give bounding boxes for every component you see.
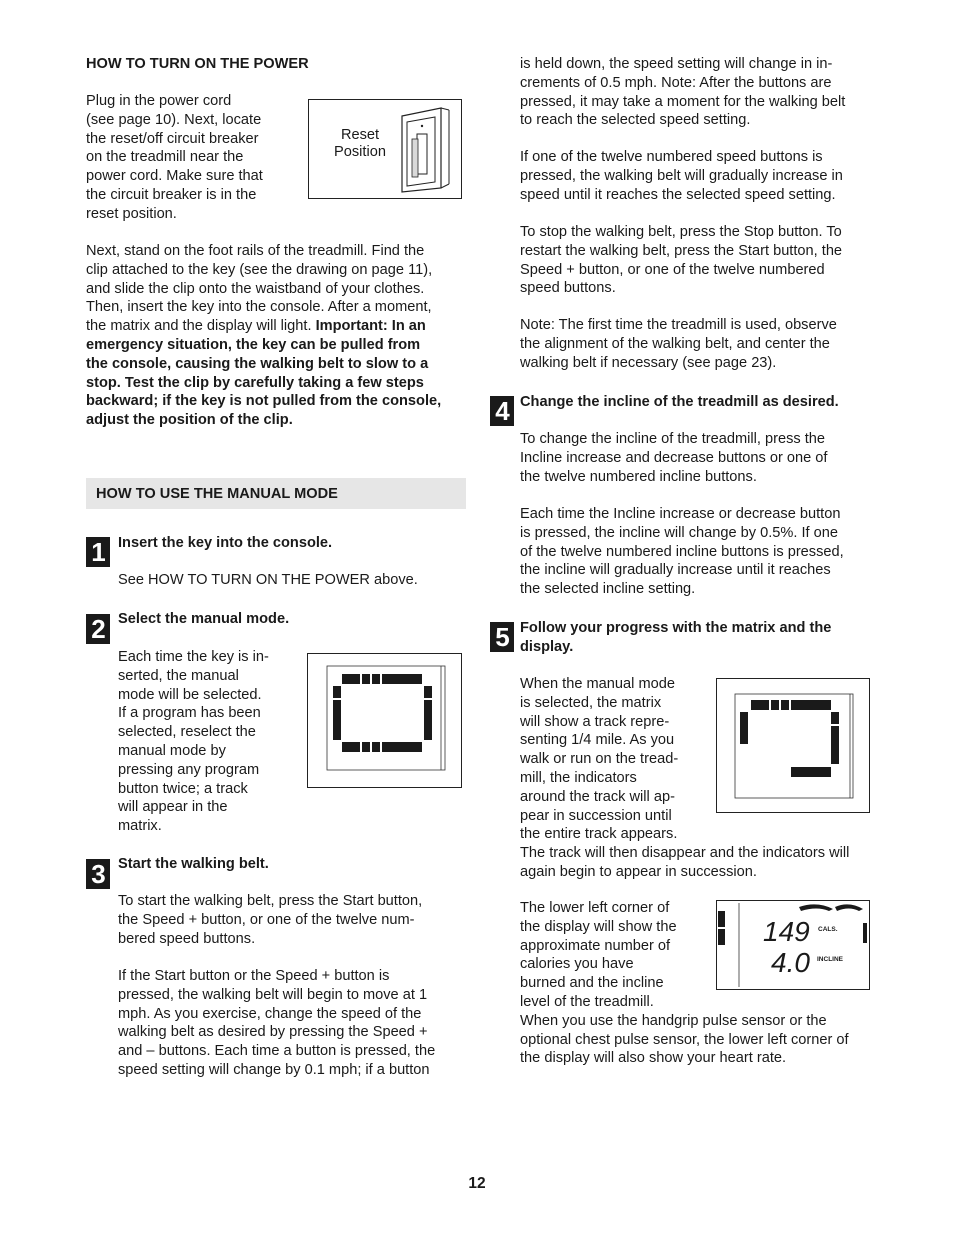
text-span: the matrix and the display will light. [86,318,316,335]
step-3-title: Start the walking belt. [118,856,269,872]
text-line: the display will also show your heart rate. [520,1050,787,1067]
text-line: Plug in the power cord [86,93,232,109]
text-line: emergency situation, the key can be pulled from [86,336,421,353]
speed-paragraph-1 [520,55,880,130]
text-line: the incline will gradually increase until it reaches [520,562,831,579]
page-number: 12 [468,1175,486,1192]
text-line: again begin to appear in succession. [520,863,757,880]
text-line: power cord. Make sure that [86,168,263,185]
text-line: is selected, the matrix [520,694,662,711]
text-line: mode will be selected. [118,686,262,703]
text-line: When the manual mode [520,676,675,692]
text-line: button twice; a track [118,780,248,797]
text-line: crements of 0.5 mph. Note: After the buttons are [520,74,832,91]
text-line: the twelve numbered incline buttons. [520,468,757,485]
text-line: approximate number of [520,937,671,954]
step-3-paragraph-2 [118,967,468,1080]
step-3-paragraph-1 [118,892,468,948]
text-line: walking belt if necessary (see page 23). [520,354,777,371]
text-line: optional chest pulse sensor, the lower left corner of [520,1031,849,1048]
text-line: Each time the key is in- [118,649,269,665]
stop-paragraph [520,223,880,298]
step-2-paragraph [118,648,298,836]
text-line: the reset/off circuit breaker [86,130,259,147]
matrix-track-full-figure [307,653,462,788]
text-line: the console, causing the walking belt to slow to a [86,355,429,372]
text-line: (see page 10). Next, locate [86,111,262,128]
reset-position-figure [308,99,462,199]
text-line: pressed, it may take a moment for the walking belt [520,93,846,110]
key-paragraph [86,242,471,430]
text-line: on the treadmill near the [86,149,244,166]
step-5-paragraph-1 [520,675,850,882]
text-line: of the twelve numbered incline buttons is pressed, [520,543,844,560]
text-line: speed until it reaches the selected speed setting. [520,186,836,203]
text-line: senting 1/4 mile. As you [520,732,675,749]
text-line: pressed, the walking belt will gradually increase in [520,167,843,184]
text-line: pressed, the walking belt will begin to move at 1 [118,986,428,1003]
text-line: the selected incline setting. [520,581,696,598]
position-label: Position [334,144,386,160]
incline-label: INCLINE [817,956,843,963]
step-4-number: 4 [490,396,514,426]
step-1-text: See HOW TO TURN ON THE POWER above. [118,572,418,588]
step-1-number: 1 [86,537,110,567]
text-line: serted, the manual [118,667,239,684]
speed-paragraph-2 [520,148,880,204]
text-line: burned and the incline [520,975,664,992]
step-4-title: Change the incline of the treadmill as desired. [520,394,839,410]
text-line: and – buttons. Each time a button is pressed, the [118,1043,436,1060]
text-line: pear in succession until [520,807,672,824]
step-5-title [520,619,880,657]
text-line: restart the walking belt, press the Start button, the [520,242,843,259]
text-line: the Speed + button, or one of the twelve num- [118,911,415,928]
text-line: Note: The first time the treadmill is used, observe [520,317,837,333]
text-line: matrix. [118,818,162,835]
text-line: bered speed buttons. [118,930,256,947]
power-paragraph [86,92,286,224]
step-4-paragraph-1 [520,430,880,486]
text-line: If the Start button or the Speed + button is [118,968,390,984]
text-line: is pressed, the incline will change by 0.5%. If one [520,524,838,541]
text-line: The track will then disappear and the indicators will [520,845,850,862]
text-line: the alignment of the walking belt, and center the [520,335,830,352]
calories-label: CALS. [818,926,838,933]
lcd-display-icon [717,901,869,989]
text-line: mph. As you exercise, change the speed of the [118,1005,422,1022]
text-line [86,317,471,336]
power-heading: HOW TO TURN ON THE POWER [86,56,309,72]
text-line: speed buttons. [520,280,616,297]
text-line: and slide the clip onto the waistband of your clothes. [86,280,425,297]
calories-value: 149 [763,916,810,947]
note-paragraph [520,316,880,372]
text-line: To stop the walking belt, press the Stop button. To [520,224,842,240]
text-line: the display will show the [520,918,677,935]
text-line: Then, insert the key into the console. After a moment, [86,299,432,316]
text-line: backward; if the key is not pulled from the console, [86,393,442,410]
step-5-number: 5 [490,622,514,652]
manual-mode-heading: HOW TO USE THE MANUAL MODE [96,486,338,502]
step-3-number: 3 [86,859,110,889]
important-label: Important: In an [315,318,426,335]
text-line: selected, reselect the [118,724,256,741]
text-line: will show a track repre- [520,713,670,730]
step-2-title: Select the manual mode. [118,611,290,627]
text-line: Speed + button, or one of the twelve numbered [520,261,825,278]
text-line: mill, the indicators [520,769,637,786]
text-line: Each time the Incline increase or decrease button [520,506,841,522]
text-line: The lower left corner of [520,900,670,916]
text-line: level of the treadmill. [520,993,654,1010]
step-2-number: 2 [86,614,110,644]
text-line: Follow your progress with the matrix and the [520,620,832,636]
text-line: walking belt as desired by pressing the Speed + [118,1024,428,1041]
lcd-display-figure [716,900,870,990]
text-line: stop. Test the clip by carefully taking a few steps [86,374,424,391]
incline-value: 4.0 [771,947,810,978]
text-line: will appear in the [118,799,228,816]
text-line: is held down, the speed setting will change in in- [520,56,833,72]
step-4-paragraph-2 [520,505,880,599]
text-line: manual mode by [118,742,226,759]
matrix-track-partial-figure [716,678,870,813]
text-line: Incline increase and decrease buttons or one of [520,449,828,466]
text-line: to reach the selected speed setting. [520,112,751,129]
text-line: pressing any program [118,761,260,778]
text-line: display. [520,638,574,655]
text-line: the entire track appears. [520,826,678,843]
text-line: Next, stand on the foot rails of the treadmill. Find the [86,243,425,259]
text-line: When you use the handgrip pulse sensor or the [520,1012,827,1029]
text-line: walk or run on the tread- [520,751,679,768]
reset-label: Reset [340,127,380,143]
circuit-breaker-icon [397,104,457,194]
text-line: If one of the twelve numbered speed buttons is [520,149,823,165]
text-line: If a program has been [118,705,261,722]
text-line: around the track will ap- [520,788,675,805]
matrix-display-icon [717,679,869,812]
manual-mode-heading-bar [86,478,466,509]
text-line: the circuit breaker is in the [86,186,257,203]
text-line: reset position. [86,205,177,222]
step-1-title: Insert the key into the console. [118,535,333,551]
text-line: adjust the position of the clip. [86,412,293,429]
text-line: clip attached to the key (see the drawing on page 11), [86,261,433,278]
text-line: To change the incline of the treadmill, press the [520,431,826,447]
text-line: calories you have [520,956,634,973]
text-line: speed setting will change by 0.1 mph; if a button [118,1061,430,1078]
text-line: To start the walking belt, press the Start button, [118,893,423,909]
matrix-display-icon [308,654,461,787]
